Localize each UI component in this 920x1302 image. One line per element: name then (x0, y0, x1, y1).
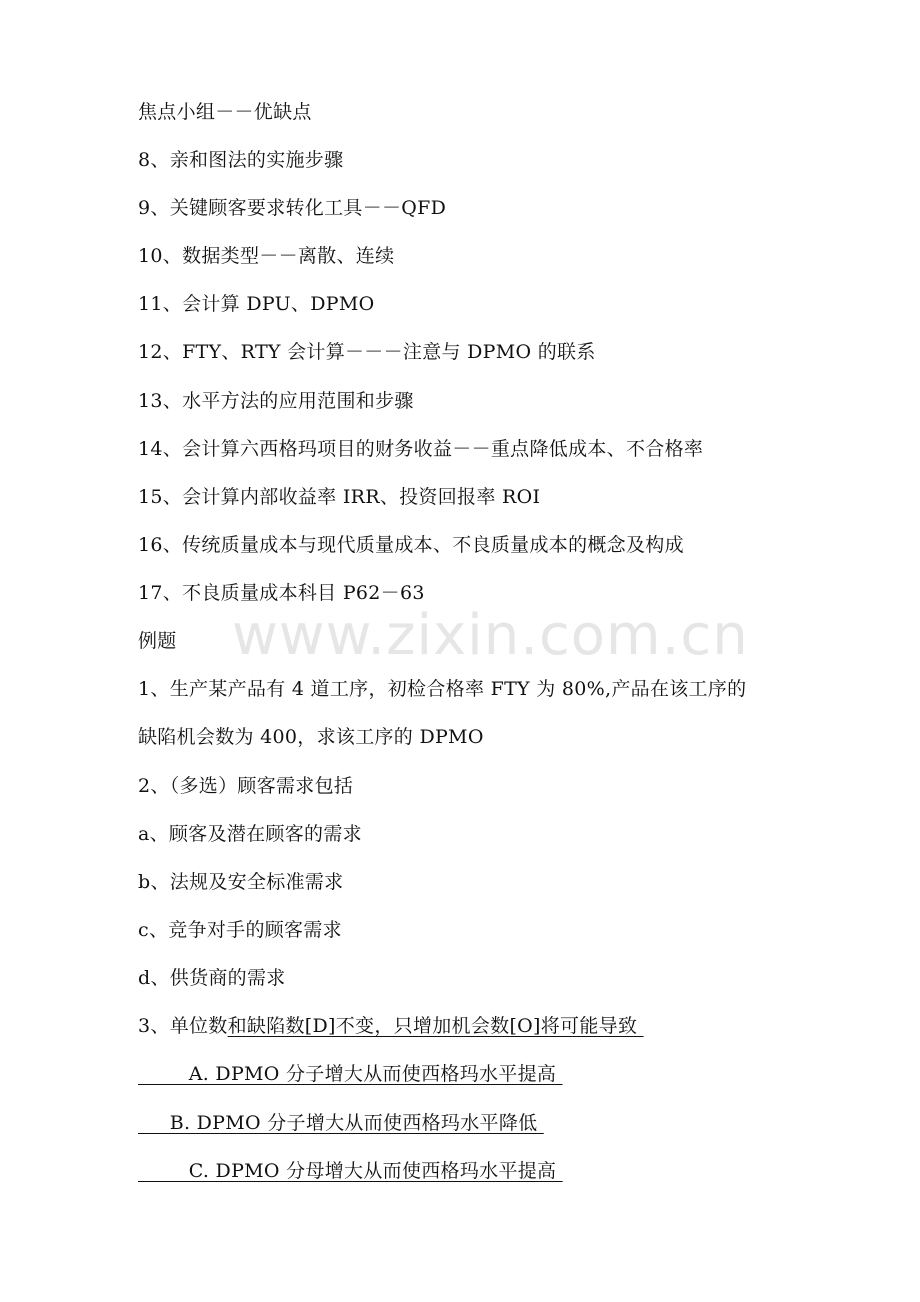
question-2: 2、（多选）顾客需求包括 (138, 775, 354, 797)
question-1-line-1: 1、生产某产品有 4 道工序，初检合格率 FTY 为 80%,产品在该工序的 (138, 678, 747, 700)
question-3 (138, 1014, 644, 1038)
option-a: a、顾客及潜在顾客的需求 (138, 823, 362, 845)
text-line: 15、会计算内部收益率 IRR、投资回报率 ROI (138, 486, 541, 508)
text-line: 14、会计算六西格玛项目的财务收益－－重点降低成本、不合格率 (138, 438, 704, 460)
text-line: 焦点小组－－优缺点 (138, 101, 312, 123)
option-d: d、供货商的需求 (138, 967, 286, 989)
option-c: c、竞争对手的顾客需求 (138, 919, 342, 941)
choice-c: C. DPMO 分母增大从而使西格玛水平提高 (138, 1160, 563, 1182)
text-line: 8、亲和图法的实施步骤 (138, 149, 344, 171)
question-1-line-2: 缺陷机会数为 400，求该工序的 DPMO (138, 726, 484, 748)
text-line: 10、数据类型－－离散、连续 (138, 245, 395, 267)
text-line: 12、FTY、RTY 会计算－－－注意与 DPMO 的联系 (138, 341, 596, 363)
watermark: www.zixin.com.cn (232, 603, 749, 668)
question-3-prefix: 3、单位数 (138, 1015, 228, 1037)
text-line: 16、传统质量成本与现代质量成本、不良质量成本的概念及构成 (138, 534, 684, 556)
option-b: b、法规及安全标准需求 (138, 871, 344, 893)
choice-b: B. DPMO 分子增大从而使西格玛水平降低 (138, 1112, 544, 1134)
text-line: 11、会计算 DPU、DPMO (138, 293, 375, 315)
choice-a: A. DPMO 分子增大从而使西格玛水平提高 (138, 1063, 563, 1085)
section-heading: 例题 (138, 630, 177, 652)
text-line: 17、不良质量成本科目 P62－63 (138, 582, 425, 604)
text-line: 9、关键顾客要求转化工具－－QFD (138, 197, 447, 219)
text-line: 13、水平方法的应用范围和步骤 (138, 390, 414, 412)
question-3-underlined: 和缺陷数[D]不变，只增加机会数[O]将可能导致 (227, 1015, 644, 1037)
